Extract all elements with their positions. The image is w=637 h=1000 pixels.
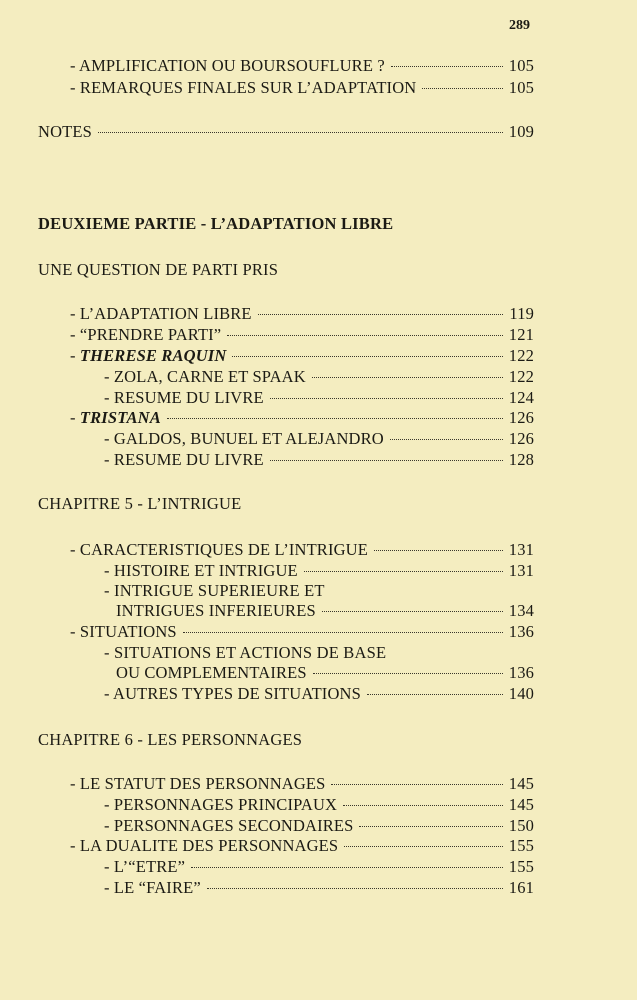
toc-entry <box>70 325 534 345</box>
toc-entry <box>104 684 534 704</box>
toc-entry-page: 136 <box>508 663 534 682</box>
toc-entry-page: 136 <box>508 622 534 641</box>
toc-entry-page: 155 <box>508 857 534 876</box>
toc-entry-text: INTRIGUES INFERIEURES <box>116 601 316 620</box>
toc-entry-text <box>104 429 384 449</box>
dash-prefix: - <box>104 429 114 448</box>
toc-entry-page: 140 <box>508 684 534 703</box>
dot-leader <box>322 611 503 612</box>
toc-entry-page: 124 <box>508 388 534 407</box>
toc-entry-page: 126 <box>508 429 534 448</box>
toc-entry-page: 122 <box>508 367 534 386</box>
toc-entry <box>116 663 534 683</box>
dot-leader <box>367 694 503 695</box>
chapter-title: CHAPITRE 6 - LES PERSONNAGES <box>38 730 303 749</box>
toc-entry-page: 134 <box>508 601 534 620</box>
toc-entry-text: - L’“ETRE” <box>104 857 186 876</box>
dot-leader <box>343 805 503 806</box>
toc-entry <box>70 540 534 560</box>
entry-label: L’ADAPTATION LIBRE <box>79 304 252 323</box>
dot-leader <box>331 784 502 785</box>
toc-entry <box>70 836 534 856</box>
dot-leader <box>270 460 503 461</box>
toc-entry <box>70 622 534 642</box>
toc-entry <box>104 561 534 581</box>
entry-label: TRISTANA <box>79 408 161 427</box>
dot-leader <box>359 826 502 827</box>
dot-leader <box>422 88 502 89</box>
toc-entry-page: 128 <box>508 450 534 469</box>
toc-entry-text: - HISTOIRE ET INTRIGUE <box>104 561 298 580</box>
toc-entry <box>70 408 534 428</box>
dash-prefix: - <box>70 408 80 427</box>
dot-leader <box>391 66 503 67</box>
toc-entry <box>104 367 534 387</box>
dot-leader <box>167 418 503 419</box>
toc-entry-text: - INTRIGUE SUPERIEURE ET <box>104 581 325 600</box>
toc-entry <box>104 450 534 470</box>
toc-entry <box>70 56 534 76</box>
toc-entry <box>70 78 534 98</box>
dot-leader <box>98 132 503 133</box>
toc-entry <box>104 816 534 836</box>
toc-entry-page: 121 <box>508 325 534 344</box>
toc-entry-text <box>70 304 252 324</box>
toc-entry-text <box>104 388 264 408</box>
dot-leader <box>232 356 502 357</box>
dash-prefix: - <box>70 346 80 365</box>
dot-leader <box>191 867 503 868</box>
toc-entry <box>104 878 534 898</box>
chapter-title: CHAPITRE 5 - L’INTRIGUE <box>38 494 242 513</box>
entry-label: RESUME DU LIVRE <box>113 388 264 407</box>
toc-entry <box>70 304 534 324</box>
toc-entry-page: 122 <box>508 346 534 365</box>
toc-entry <box>104 795 534 815</box>
toc-entry-text: - PERSONNAGES PRINCIPAUX <box>104 795 338 814</box>
dot-leader <box>313 673 503 674</box>
toc-entry <box>116 601 534 621</box>
dot-leader <box>258 314 504 315</box>
toc-entry-page: 105 <box>508 78 534 97</box>
toc-entry <box>70 774 534 794</box>
toc-entry <box>104 857 534 877</box>
dash-prefix: - <box>70 304 80 323</box>
toc-entry-text <box>70 325 221 345</box>
toc-entry-text: - PERSONNAGES SECONDAIRES <box>104 816 354 835</box>
toc-entry-page: 145 <box>508 795 534 814</box>
toc-entry-text: - AUTRES TYPES DE SITUATIONS <box>104 684 361 703</box>
toc-entry <box>104 429 534 449</box>
toc-entry-text: - AMPLIFICATION OU BOURSOUFLURE ? <box>70 56 385 75</box>
entry-label: THERESE RAQUIN <box>79 346 227 365</box>
entry-label: GALDOS, BUNUEL ET ALEJANDRO <box>113 429 384 448</box>
entry-label: RESUME DU LIVRE <box>113 450 264 469</box>
part-title: DEUXIEME PARTIE - L’ADAPTATION LIBRE <box>38 214 394 233</box>
toc-entry <box>70 346 534 366</box>
toc-entry-page: 131 <box>508 561 534 580</box>
toc-entry-page: 161 <box>508 878 534 897</box>
toc-entry-page: 131 <box>508 540 534 559</box>
toc-entry-page: 155 <box>508 836 534 855</box>
dot-leader <box>270 398 503 399</box>
dot-leader <box>374 550 503 551</box>
section-title: UNE QUESTION DE PARTI PRIS <box>38 260 279 279</box>
toc-entry-text: - REMARQUES FINALES SUR L’ADAPTATION <box>70 78 417 97</box>
dot-leader <box>390 439 503 440</box>
toc-entry-text: - CARACTERISTIQUES DE L’INTRIGUE <box>70 540 368 559</box>
dot-leader <box>344 846 503 847</box>
toc-entry-text: - LE STATUT DES PERSONNAGES <box>70 774 326 793</box>
dash-prefix: - <box>70 325 80 344</box>
toc-entry-text <box>70 408 161 428</box>
entry-label: ZOLA, CARNE ET SPAAK <box>113 367 306 386</box>
toc-entry-page: 105 <box>508 56 534 75</box>
dot-leader <box>227 335 503 336</box>
toc-entry-text: NOTES <box>38 122 92 141</box>
toc-entry-text: - SITUATIONS <box>70 622 177 641</box>
toc-entry-page: 119 <box>509 304 534 323</box>
dash-prefix: - <box>104 450 114 469</box>
toc-entry-page: 109 <box>508 122 534 141</box>
toc-entry-text: - SITUATIONS ET ACTIONS DE BASE <box>104 643 387 662</box>
toc-entry-page: 150 <box>508 816 534 835</box>
dot-leader <box>312 377 503 378</box>
page-number: 289 <box>509 18 530 33</box>
toc-entry-text <box>70 346 226 366</box>
dash-prefix: - <box>104 388 114 407</box>
dot-leader <box>207 888 503 889</box>
toc-entry-text: - LA DUALITE DES PERSONNAGES <box>70 836 339 855</box>
toc-entry-text <box>104 367 306 387</box>
toc-entry-text <box>104 450 264 470</box>
dot-leader <box>304 571 503 572</box>
dot-leader <box>183 632 503 633</box>
toc-entry-notes <box>38 122 534 142</box>
dash-prefix: - <box>104 367 114 386</box>
toc-entry-text: OU COMPLEMENTAIRES <box>116 663 307 682</box>
toc-entry-text: - LE “FAIRE” <box>104 878 201 897</box>
toc-entry <box>104 388 534 408</box>
toc-entry-page: 126 <box>508 408 534 427</box>
entry-label: “PRENDRE PARTI” <box>79 325 222 344</box>
toc-entry-page: 145 <box>508 774 534 793</box>
